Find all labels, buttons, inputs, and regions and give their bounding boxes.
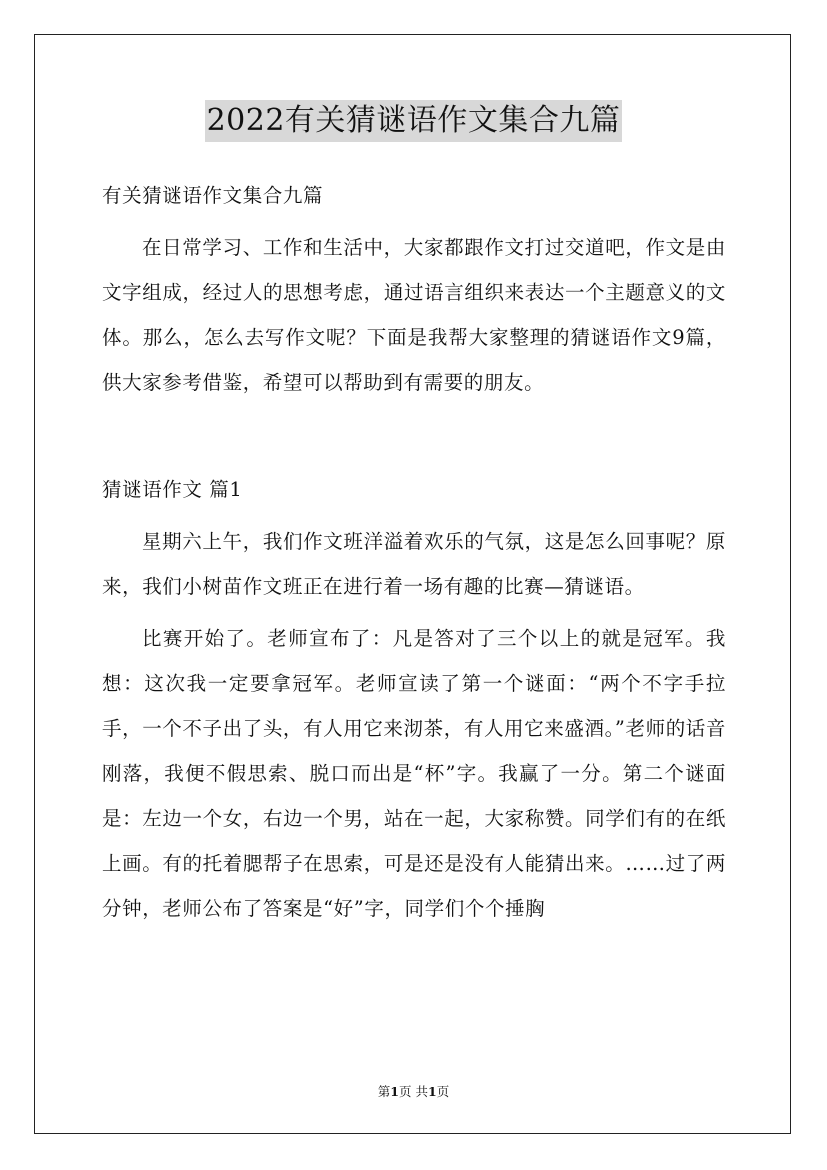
footer-prefix: 第 — [377, 1084, 391, 1099]
section-heading: 猜谜语作文 篇1 — [102, 478, 243, 501]
footer-mid: 页 共 — [399, 1084, 428, 1099]
document-title: 2022有关猜谜语作文集合九篇 — [205, 100, 623, 142]
body-paragraph-2: 比赛开始了。老师宣布了：凡是答对了三个以上的就是冠军。我想：这次我一定要拿冠军。老师宣读了第一个谜面：“两个不字手拉手，一个不子出了头，有人用它来沏茶，有人用它来盛酒。”老师的话音刚落，我便不假思索、脱口而出是“杯”字。我赢了一分。第二个谜面是：左边一个女，右边一个男，站在一起，大家称赞。同学们有的在纸上画。有的托着腮帮子在思索，可是还是没有人能猜出来。……过了两分钟，老师公布了答案是“好”字，同学们个个捶胸 — [102, 627, 726, 920]
title-wrap — [0, 100, 827, 142]
footer-page-total: 1 — [427, 1084, 437, 1099]
footer-page-current: 1 — [390, 1084, 399, 1099]
document-subtitle: 有关猜谜语作文集合九篇 — [102, 184, 324, 207]
body-paragraph-1: 星期六上午，我们作文班洋溢着欢乐的气氛，这是怎么回事呢？原来，我们小树苗作文班正在进行着一场有趣的比赛—猜谜语。 — [102, 530, 726, 598]
intro-paragraph: 在日常学习、工作和生活中，大家都跟作文打过交道吧，作文是由文字组成，经过人的思想考虑，通过语言组织来表达一个主题意义的文体。那么，怎么去写作文呢？下面是我帮大家整理的猜谜语作文9篇，供大家参考借鉴，希望可以帮助到有需要的朋友。 — [102, 236, 726, 394]
footer-suffix: 页 — [436, 1084, 450, 1099]
document-body — [102, 173, 726, 931]
page-footer — [0, 1082, 827, 1102]
